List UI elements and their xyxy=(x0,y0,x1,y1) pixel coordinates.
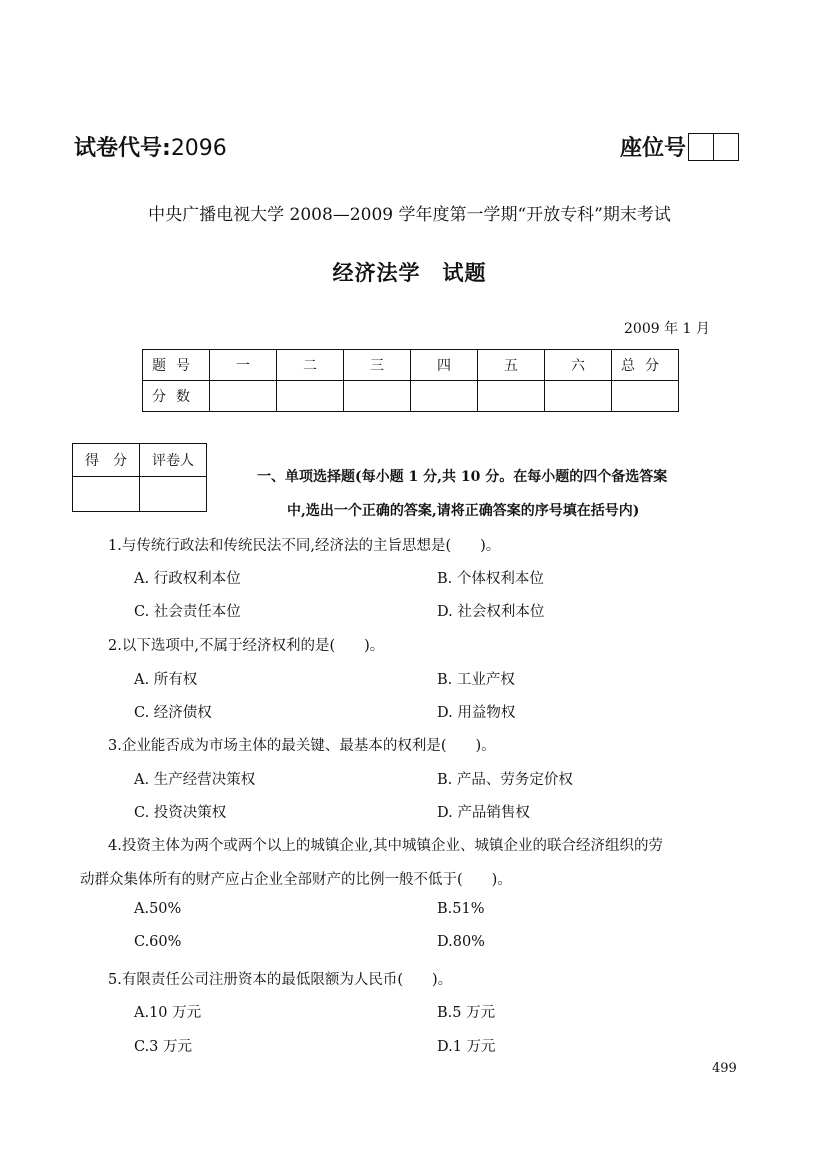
question-text: 3.企业能否成为市场主体的最关键、最基本的权利是( )。 xyxy=(108,738,496,754)
question-option: A. 所有权 xyxy=(134,672,198,688)
question-option: C. 经济债权 xyxy=(134,705,212,721)
grader-name-cell[interactable] xyxy=(140,477,207,512)
grader-score-cell[interactable] xyxy=(73,477,140,512)
grader-name-label: 评卷人 xyxy=(140,444,207,477)
seat-number-label: 座位号 xyxy=(620,136,687,161)
question-option: C. 社会责任本位 xyxy=(134,604,241,620)
question-option: B.5 万元 xyxy=(437,1005,496,1021)
score-cell[interactable] xyxy=(612,381,679,412)
exam-header: 中央广播电视大学 2008—2009 学年度第一学期“开放专科”期末考试 xyxy=(148,205,671,225)
page-number: 499 xyxy=(712,1061,737,1076)
exam-title: 经济法学 试题 xyxy=(332,261,487,285)
score-table-row-label: 题号 xyxy=(143,350,210,381)
question-text: 4.投资主体为两个或两个以上的城镇企业,其中城镇企业、城镇企业的联合经济组织的劳 xyxy=(108,838,663,854)
grader-table xyxy=(72,443,207,512)
question-option: B. 产品、劳务定价权 xyxy=(437,772,573,788)
seat-number-box[interactable] xyxy=(713,134,738,160)
score-cell[interactable] xyxy=(478,381,545,412)
seat-number-box[interactable] xyxy=(689,134,713,160)
question-option: D. 用益物权 xyxy=(437,705,516,721)
question-option: B. 工业产权 xyxy=(437,672,515,688)
question-option: A. 行政权利本位 xyxy=(134,571,241,587)
score-table-column: 一 xyxy=(210,350,277,381)
question-option: D. 产品销售权 xyxy=(437,805,530,821)
question-option: D.80% xyxy=(437,934,485,950)
score-table-score-row xyxy=(143,381,679,412)
question-option: C.60% xyxy=(134,934,182,950)
score-table-header-row xyxy=(143,350,679,381)
question-text: 1.与传统行政法和传统民法不同,经济法的主旨思想是( )。 xyxy=(108,538,501,554)
score-cell[interactable] xyxy=(210,381,277,412)
grader-score-label: 得 分 xyxy=(73,444,140,477)
question-text: 5.有限责任公司注册资本的最低限额为人民币( )。 xyxy=(108,972,453,988)
score-cell[interactable] xyxy=(277,381,344,412)
score-table-column: 二 xyxy=(277,350,344,381)
score-table xyxy=(142,349,679,412)
score-table-column: 总分 xyxy=(612,350,679,381)
score-table-column: 六 xyxy=(545,350,612,381)
score-cell[interactable] xyxy=(411,381,478,412)
score-table-column: 三 xyxy=(344,350,411,381)
exam-code-label: 试卷代号: xyxy=(74,136,171,161)
score-table-row-label: 分数 xyxy=(143,381,210,412)
question-option: A.50% xyxy=(134,901,182,917)
question-text-continued: 动群众集体所有的财产应占企业全部财产的比例一般不低于( )。 xyxy=(80,872,512,888)
question-option: D. 社会权利本位 xyxy=(437,604,545,620)
score-cell[interactable] xyxy=(344,381,411,412)
question-option: B. 个体权利本位 xyxy=(437,571,544,587)
question-option: C. 投资决策权 xyxy=(134,805,227,821)
seat-number-boxes[interactable] xyxy=(688,133,739,161)
score-table-column: 五 xyxy=(478,350,545,381)
question-text: 2.以下选项中,不属于经济权利的是( )。 xyxy=(108,638,385,654)
question-option: A. 生产经营决策权 xyxy=(134,772,256,788)
section-instructions: 一、单项选择题(每小题 1 分,共 10 分。在每小题的四个备选答案 xyxy=(257,469,668,485)
question-option: C.3 万元 xyxy=(134,1039,193,1055)
score-cell[interactable] xyxy=(545,381,612,412)
score-table-column: 四 xyxy=(411,350,478,381)
exam-date: 2009 年 1 月 xyxy=(624,321,710,337)
section-instructions-continued: 中,选出一个正确的答案,请将正确答案的序号填在括号内) xyxy=(287,503,640,519)
exam-code xyxy=(74,131,227,162)
question-option: A.10 万元 xyxy=(134,1005,202,1021)
question-option: D.1 万元 xyxy=(437,1039,496,1055)
exam-code-number: 2096 xyxy=(170,136,227,161)
question-option: B.51% xyxy=(437,901,485,917)
seat-number xyxy=(620,131,739,162)
